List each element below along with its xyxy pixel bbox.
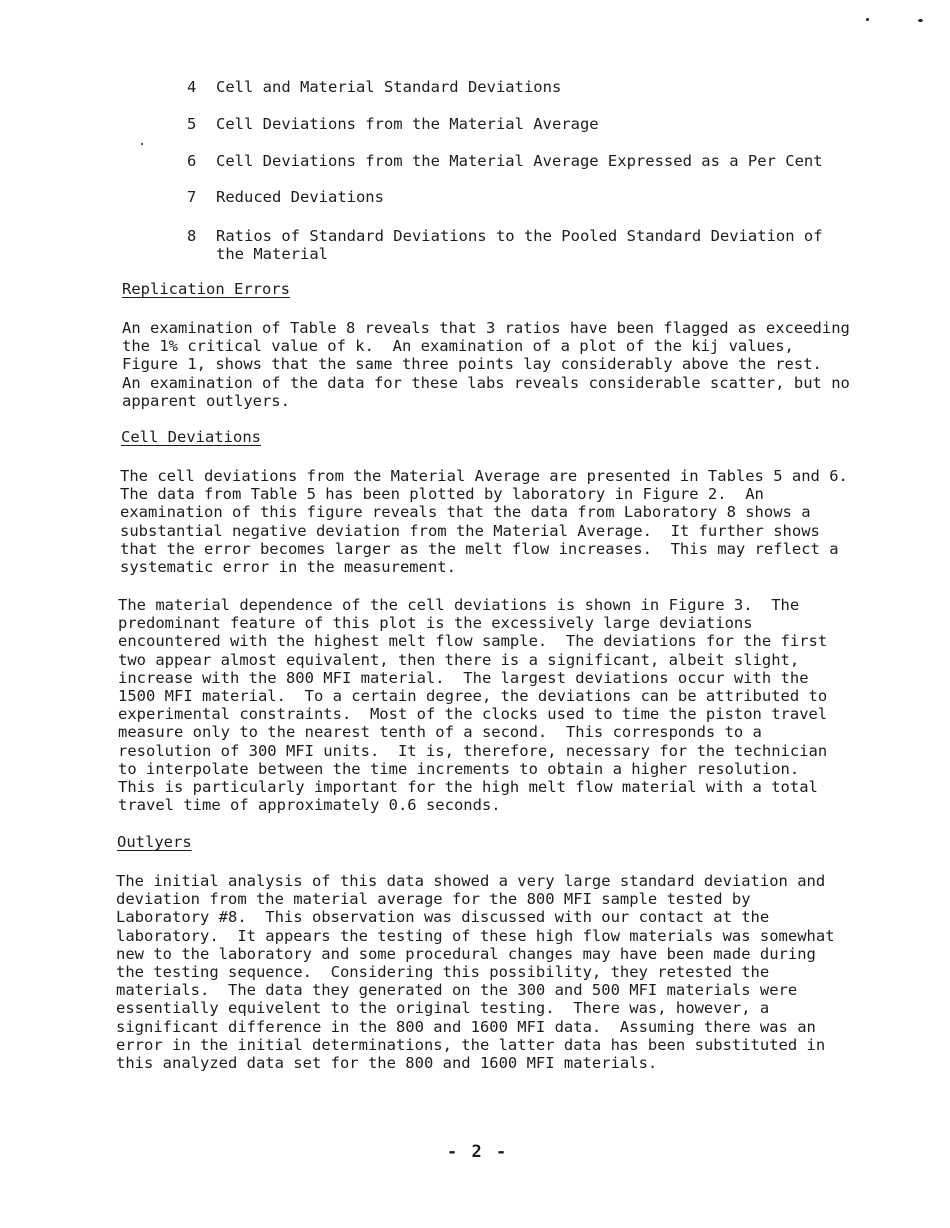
list-item-text: Cell and Material Standard Deviations: [216, 78, 562, 96]
paragraph-cell-deviations-2: The material dependence of the cell deviations is shown in Figure 3. The predominant feature of this plot is the excessively large deviations encountered with the highest melt flow sample. The deviations for the first two appear almost equivalent, then there is a significant, albeit slight, increase with the 800 MFI material. The largest deviations occur with the 1500 MFI material. To a certain degree, the deviations can be attributed to experimental constraints. Most of the clocks used to time the piston travel measure only to the nearest tenth of a second. This corresponds to a resolution of 300 MFI units. It is, therefore, necessary for the technician to interpolate between the time increments to obtain a higher resolution. This is particularly important for the high melt flow material with a total travel time of approximately 0.6 seconds.: [118, 596, 828, 815]
list-item-number: 5: [187, 115, 197, 133]
section-heading-outlyers: Outlyers: [117, 833, 192, 851]
paragraph-replication-errors: An examination of Table 8 reveals that 3 ratios have been flagged as exceeding the 1% critical value of k. An examination of a plot of the kij values, Figure 1, shows that the same three points lay considerably above the rest. An examination of the data for these labs reveals considerable scatter, but no apparent outlyers.: [122, 319, 850, 410]
paragraph-outlyers: The initial analysis of this data showed a very large standard deviation and deviation from the material average for the 800 MFI sample tested by Laboratory #8. This observation was discussed with our contact at the laboratory. It appears the testing of these high flow materials was somewhat new to the laboratory and some procedural changes may have been made during the testing sequence. Considering this possibility, they retested the materials. The data they generated on the 300 and 500 MFI materials were essentially equivelent to the original testing. There was, however, a significant difference in the 800 and 1600 MFI data. Assuming there was an error in the initial determinations, the latter data has been substituted in this analyzed data set for the 800 and 1600 MFI materials.: [116, 872, 835, 1073]
list-item-text: Cell Deviations from the Material Average Expressed as a Per Cent: [216, 152, 823, 170]
list-item-number: 8: [187, 227, 197, 245]
list-item-text: Cell Deviations from the Material Average: [216, 115, 599, 133]
scan-speck: [866, 18, 869, 21]
list-item-text: Ratios of Standard Deviations to the Pooled Standard Deviation of the Material: [216, 227, 823, 264]
list-item-number: 7: [187, 188, 197, 206]
page-number: - 2 -: [447, 1142, 509, 1162]
paragraph-cell-deviations-1: The cell deviations from the Material Average are presented in Tables 5 and 6. The data from Table 5 has been plotted by laboratory in Figure 2. An examination of this figure reveals that the data from Laboratory 8 shows a substantial negative deviation from the Material Average. It further shows that the error becomes larger as the melt flow increases. This may reflect a systematic error in the measurement.: [120, 467, 848, 577]
list-item: [187, 115, 827, 133]
list-item-number: 6: [187, 152, 197, 170]
list-item: [187, 188, 827, 206]
list-item-number: 4: [187, 78, 197, 96]
list-item: [187, 227, 827, 263]
list-item-text: Reduced Deviations: [216, 188, 384, 206]
section-heading-cell-deviations: Cell Deviations: [121, 428, 261, 446]
section-heading-replication-errors: Replication Errors: [122, 280, 290, 298]
list-item: [187, 152, 827, 170]
scan-speck: [141, 143, 143, 145]
list-item: [187, 78, 827, 96]
scan-speck: [918, 19, 923, 22]
